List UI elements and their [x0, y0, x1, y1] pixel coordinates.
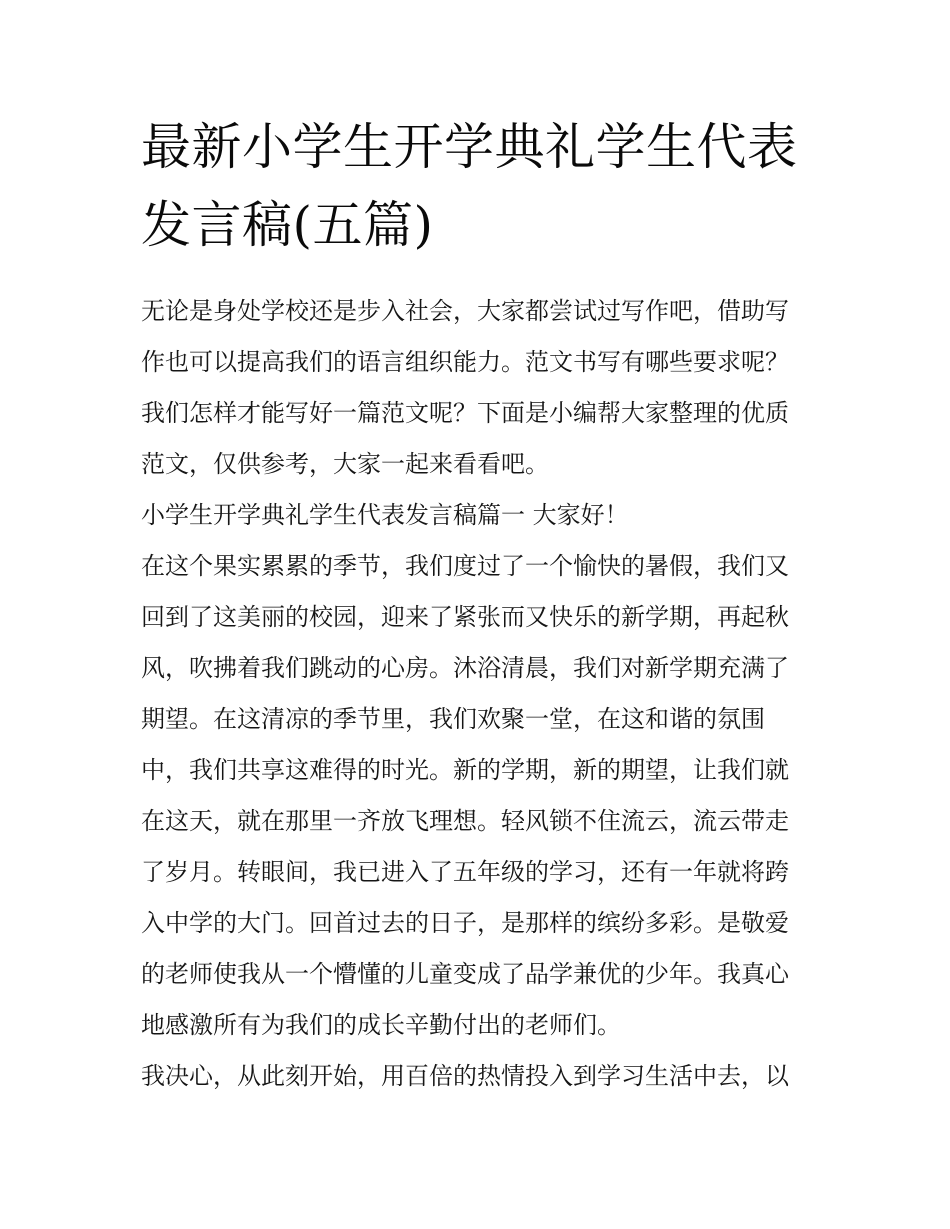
- paragraph-line: 的老师使我从一个懵懂的儿童变成了品学兼优的少年。我真心: [141, 960, 789, 988]
- paragraph-line: 了岁月。转眼间，我已进入了五年级的学习，还有一年就将跨: [141, 858, 789, 886]
- intro-line: 作也可以提高我们的语言组织能力。范文书写有哪些要求呢？: [141, 348, 789, 376]
- intro-line: 无论是身处学校还是步入社会，大家都尝试过写作吧，借助写: [141, 297, 789, 325]
- paragraph-line: 在这天，就在那里一齐放飞理想。轻风锁不住流云，流云带走: [141, 807, 789, 835]
- intro-line: 范文，仅供参考，大家一起来看看吧。: [141, 450, 549, 478]
- section-heading-line: 小学生开学典礼学生代表发言稿篇一 大家好！: [141, 501, 629, 529]
- paragraph-line: 入中学的大门。回首过去的日子，是那样的缤纷多彩。是敬爱: [141, 909, 789, 937]
- paragraph-line: 中，我们共享这难得的时光。新的学期，新的期望，让我们就: [141, 756, 789, 784]
- title-line: 发言稿(五篇): [141, 196, 434, 254]
- paragraph-line: 我决心，从此刻开始，用百倍的热情投入到学习生活中去，以: [141, 1062, 789, 1090]
- paragraph-line: 在这个果实累累的季节，我们度过了一个愉快的暑假，我们又: [141, 552, 789, 580]
- document-title: [141, 108, 813, 264]
- paragraph-line: 地感激所有为我们的成长辛勤付出的老师们。: [141, 1011, 621, 1039]
- document-page: [141, 108, 813, 1102]
- paragraph-line: 风，吹拂着我们跳动的心房。沐浴清晨，我们对新学期充满了: [141, 654, 789, 682]
- intro-line: 我们怎样才能写好一篇范文呢？下面是小编帮大家整理的优质: [141, 399, 789, 427]
- title-line: 最新小学生开学典礼学生代表: [141, 118, 798, 176]
- paragraph-line: 回到了这美丽的校园，迎来了紧张而又快乐的新学期，再起秋: [141, 603, 789, 631]
- paragraph-line: 期望。在这清凉的季节里，我们欢聚一堂，在这和谐的氛围: [141, 705, 765, 733]
- document-body: [141, 286, 813, 1102]
